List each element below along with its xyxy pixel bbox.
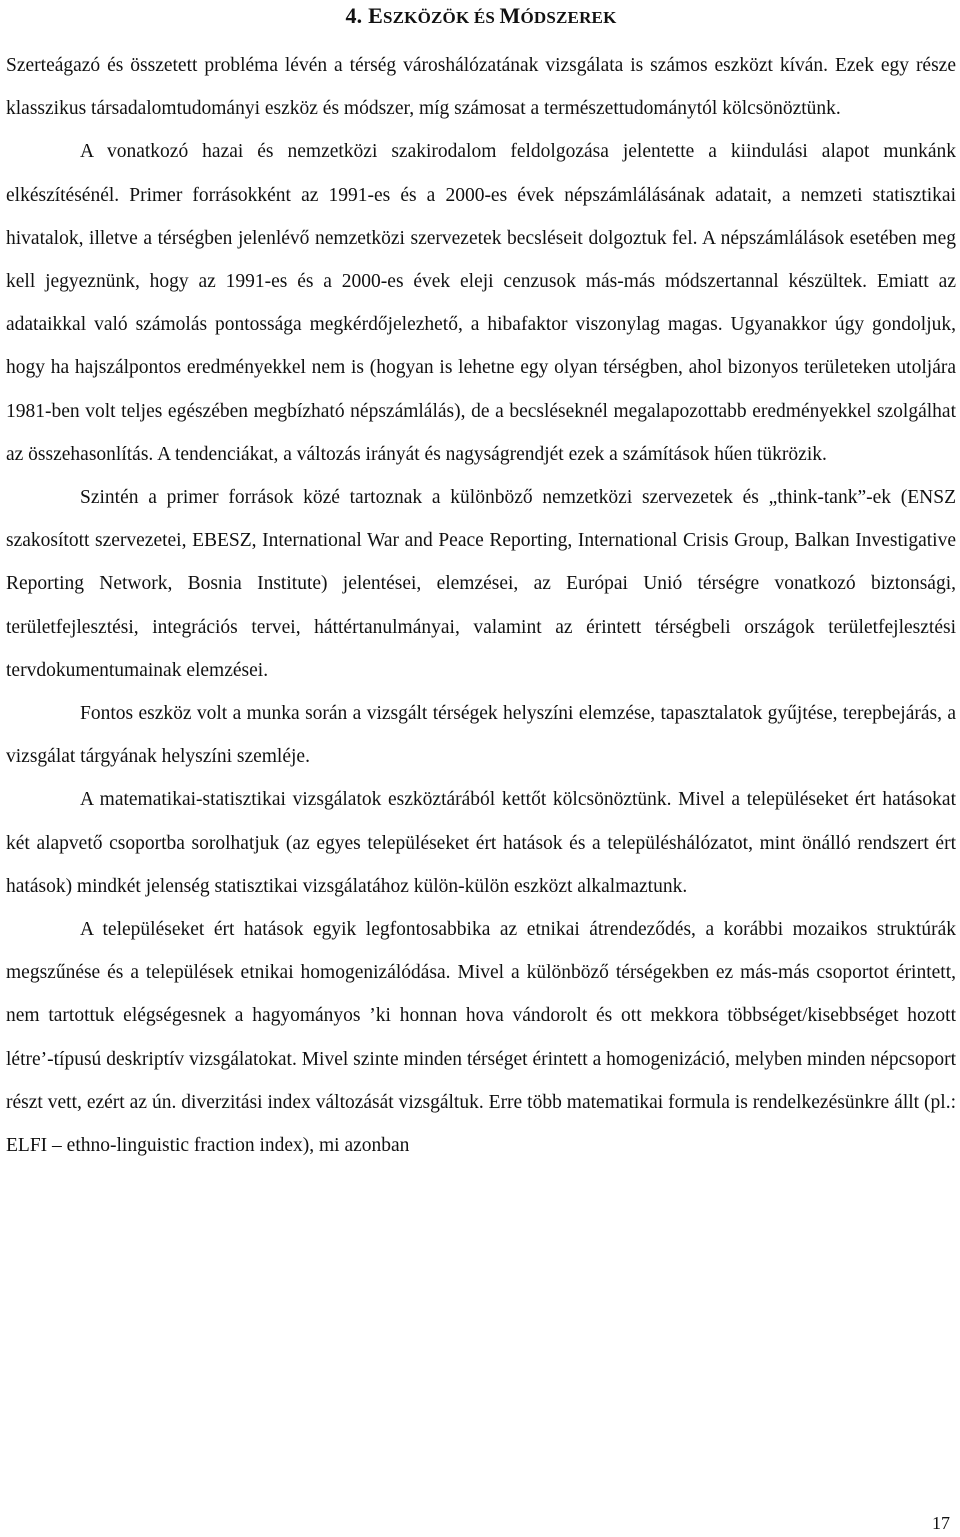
heading-initial-m: M <box>499 3 521 28</box>
paragraph-literature: A vonatkozó hazai és nemzetközi szakirodalom feldolgozása jelentette a kiindulási alapot munkánk elkészítésénél. Primer forrásokként az 1991-es és a 2000-es évek népszámlálásának adatait, a nemzeti statisztikai hivatalok, illetve a térségben jelenlévő nemzetközi szervezetek becsléseit dolgoztuk fel. A népszámlálások esetében meg kell jegyeznünk, hogy az 1991-es és a 2000-es évek eleji cenzusok más-más módszertannal készültek. Emiatt az adataikkal való számolás pontossága megkérdőjelezhető, a hibafaktor viszonylag magas. Ugyanakkor úgy gondoljuk, hogy ha hajszálpontos eredményekkel nem is (hogyan is lehetne egy olyan térségben, ahol bizonyos területeken utoljára 1981-ben volt teljes egészében megbízható népszámlálás), de a becsléseknél megalapozottabb eredményekkel szolgálhat az összehasonlítás. A tendenciákat, a változás irányát és nagyságrendjét ezek a számítások hűen tükrözik. <box>6 141 956 465</box>
document-page <box>6 0 956 1167</box>
heading-smallcaps-m: ÓDSZEREK <box>520 8 617 27</box>
paragraph-statistics: A matematikai-statisztikai vizsgálatok eszköztárából kettőt kölcsönöztünk. Mivel a településeket ért hatásokat két alapvető csoportba sorolhatjuk (az egyes településeket ért hatások és a településhálózatot, mint önálló rendszert ért hatások) mindkét jelenség statisztikai vizsgálatához külön-külön eszközt alkalmaztunk. <box>6 789 956 897</box>
body-text <box>6 44 956 1167</box>
heading-initial-e: E <box>368 3 383 28</box>
paragraph-fieldwork: Fontos eszköz volt a munka során a vizsgált térségek helyszíni elemzése, tapasztalatok gyűjtése, terepbejárás, a vizsgálat tárgyának helyszíni szemléje. <box>6 703 956 768</box>
section-number: 4. <box>345 3 363 28</box>
section-heading <box>6 0 956 31</box>
paragraph-ethnic-changes: A településeket ért hatások egyik legfontosabbika az etnikai átrendeződés, a korábbi mozaikos struktúrák megszűnése és a települések etnikai homogenizálódása. Mivel a különböző térségekben ez más-más csoportot érintett, nem tartottuk elégségesnek a hagyományos ’ki honnan hova vándorolt és ott mekkora többséget/kisebbséget hozott létre’-típusú deskriptív vizsgálatokat. Mivel szinte minden térséget érintett a homogenizáció, melyben minden népcsoport részt vett, ezért az ún. diverzitási index változását vizsgáltuk. Erre több matematikai formula is rendelkezésünkre állt (pl.: ELFI – ethno-linguistic fraction index), mi azonban <box>6 919 956 1157</box>
paragraph-primary-sources: Szintén a primer források közé tartoznak a különböző nemzetközi szervezetek és „think-tank”-ek (ENSZ szakosított szervezetei, EBESZ, International War and Peace Reporting, International Crisis Group, Balkan Investigative Reporting Network, Bosnia Institute) jelentései, elemzései, az Európai Unió térségre vonatkozó biztonsági, területfejlesztési, integrációs tervei, háttértanulmányai, valamint az érintett térségbeli országok területfejlesztési tervdokumentumainak elemzései. <box>6 487 956 681</box>
page-number: 17 <box>932 1513 950 1533</box>
paragraph-intro: Szerteágazó és összetett probléma lévén a térség városhálózatának vizsgálata is számos eszközt kíván. Ezek egy része klasszikus társadalomtudományi eszköz és módszer, míg számosat a természettudománytól kölcsönöztünk. <box>6 55 956 120</box>
heading-smallcaps-e: SZKÖZÖK ÉS <box>382 8 500 27</box>
